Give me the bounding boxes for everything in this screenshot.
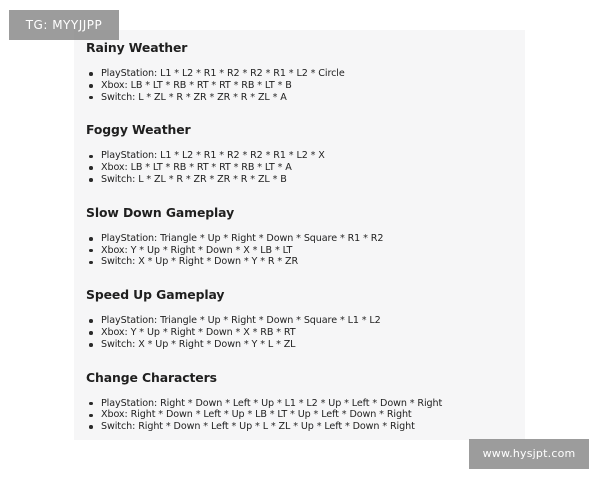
section-heading: Rainy Weather [86,40,188,55]
cheat-code-list [86,40,516,433]
combo-item-xbox: Xbox: Y * Up * Right * Down * X * LB * LT [86,245,516,257]
combo-list [86,315,516,350]
combo-list [86,150,516,185]
section-rainy-weather [86,40,516,103]
section-foggy-weather [86,122,516,185]
section-heading: Change Characters [86,369,217,385]
combo-list [86,68,516,103]
combo-list [86,233,516,268]
combo-item-playstation: PlayStation: Right * Down * Left * Up * L1 * L2 * Up * Left * Down * Right [86,398,516,410]
combo-item-playstation: PlayStation: Triangle * Up * Right * Down * Square * L1 * L2 [86,315,516,327]
combo-item-switch: Switch: Right * Down * Left * Up * L * ZL * Up * Left * Down * Right [86,421,516,433]
combo-item-xbox: Xbox: LB * LT * RB * RT * RT * RB * LT * B [86,80,516,92]
combo-item-xbox: Xbox: Y * Up * Right * Down * X * RB * RT [86,327,516,339]
combo-item-switch: Switch: X * Up * Right * Down * Y * L * ZL [86,339,516,351]
combo-item-xbox: Xbox: LB * LT * RB * RT * RT * RB * LT * A [86,162,516,174]
combo-item-xbox: Xbox: Right * Down * Left * Up * LB * LT * Up * Left * Down * Right [86,409,516,421]
combo-item-playstation: PlayStation: L1 * L2 * R1 * R2 * R2 * R1 * L2 * Circle [86,68,516,80]
combo-item-switch: Switch: L * ZL * R * ZR * ZR * R * ZL * A [86,92,516,104]
watermark-top-left: TG: MYYJJPP [9,10,119,40]
combo-item-switch: Switch: L * ZL * R * ZR * ZR * R * ZL * B [86,174,516,186]
combo-item-switch: Switch: X * Up * Right * Down * Y * R * ZR [86,256,516,268]
combo-list [86,398,516,433]
section-change-characters [86,370,516,433]
section-slow-down-gameplay [86,205,516,268]
section-speed-up-gameplay [86,287,516,350]
watermark-bottom-right: www.hysjpt.com [469,439,589,469]
section-heading: Foggy Weather [86,122,191,138]
combo-item-playstation: PlayStation: L1 * L2 * R1 * R2 * R2 * R1 * L2 * X [86,150,516,162]
combo-item-playstation: PlayStation: Triangle * Up * Right * Down * Square * R1 * R2 [86,233,516,245]
section-heading: Slow Down Gameplay [86,204,235,220]
section-heading: Speed Up Gameplay [86,287,225,303]
